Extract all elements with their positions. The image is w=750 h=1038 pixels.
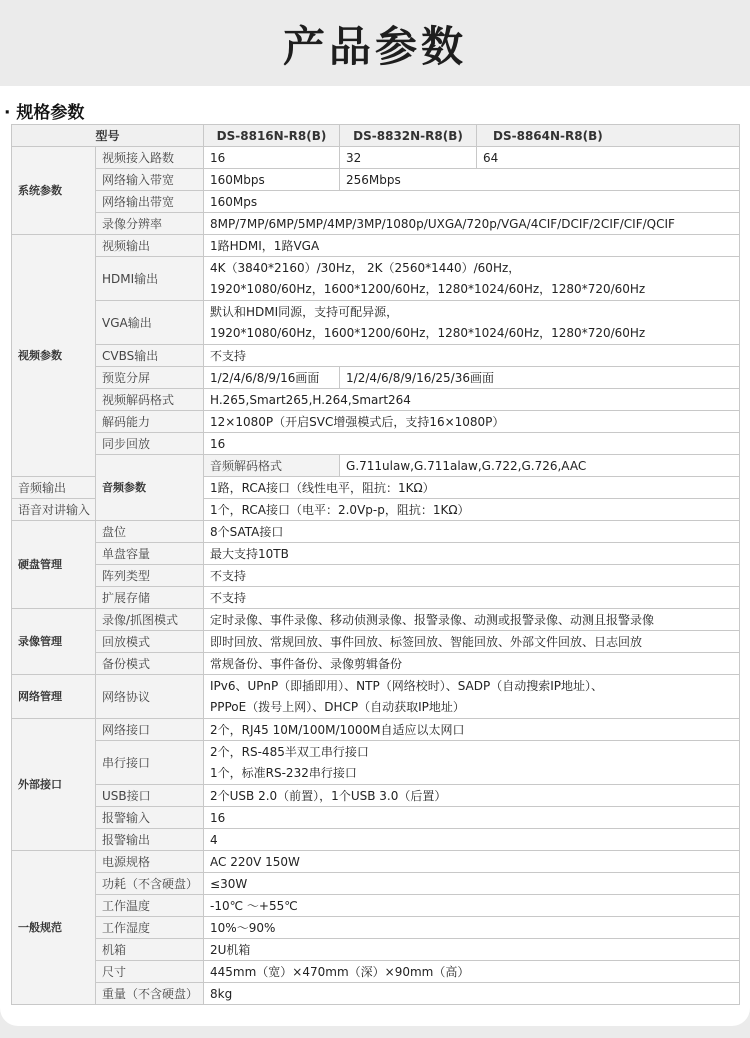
table-row [12, 301, 740, 345]
group-label: 视频参数 [12, 235, 96, 477]
table-row [12, 961, 740, 983]
value-line: PPPoE（拨号上网）、DHCP（自动获取IP地址） [210, 700, 465, 714]
param-value: 1/2/4/6/8/9/16画面 [204, 367, 340, 389]
param-label: 功耗（不含硬盘） [96, 873, 204, 895]
table-row [12, 543, 740, 565]
param-label: 工作湿度 [96, 917, 204, 939]
param-value: 32 [340, 147, 477, 169]
table-row [12, 675, 740, 719]
param-value: 16 [204, 147, 340, 169]
model-label: 型号 [12, 125, 204, 147]
table-row [12, 389, 740, 411]
param-value [204, 741, 740, 785]
param-value: 160Mbps [204, 169, 340, 191]
spec-table [11, 124, 740, 1005]
param-value: 4 [204, 829, 740, 851]
section-title: · 规格参数 [4, 103, 85, 123]
param-label: 网络协议 [96, 675, 204, 719]
table-row [12, 587, 740, 609]
model-header: DS-8864N-R8(B) [477, 125, 740, 147]
table-row [12, 257, 740, 301]
table-row [12, 609, 740, 631]
param-value: 160Mps [204, 191, 740, 213]
value-line: 默认和HDMI同源，支持可配异源， [210, 305, 399, 319]
param-label: 网络输出带宽 [96, 191, 204, 213]
value-line: 4K（3840*2160）/30Hz， 2K（2560*1440）/60Hz， [210, 261, 521, 275]
param-label: 音频输出 [12, 477, 96, 499]
group-label: 网络管理 [12, 675, 96, 719]
param-value: -10℃ ～+55℃ [204, 895, 740, 917]
table-row [12, 631, 740, 653]
param-value: 8个SATA接口 [204, 521, 740, 543]
param-label: CVBS输出 [96, 345, 204, 367]
table-row [12, 213, 740, 235]
param-label: 录像分辨率 [96, 213, 204, 235]
param-value: 16 [204, 433, 740, 455]
group-label: 录像管理 [12, 609, 96, 675]
value-line: 1920*1080/60Hz，1600*1200/60Hz，1280*1024/60Hz，1280*720/60Hz [210, 326, 646, 340]
table-row [12, 983, 740, 1005]
param-label: 阵列类型 [96, 565, 204, 587]
param-value: 445mm（宽）×470mm（深）×90mm（高） [204, 961, 740, 983]
param-value: 1/2/4/6/8/9/16/25/36画面 [340, 367, 740, 389]
param-label: USB接口 [96, 785, 204, 807]
param-label: 录像/抓图模式 [96, 609, 204, 631]
param-label: 语音对讲输入 [12, 499, 96, 521]
page-title: 产品参数 [282, 22, 467, 71]
table-row [12, 411, 740, 433]
param-value: 最大支持10TB [204, 543, 740, 565]
param-label: 扩展存储 [96, 587, 204, 609]
param-label: 视频接入路数 [96, 147, 204, 169]
table-row [12, 367, 740, 389]
table-row [12, 521, 740, 543]
param-label: 音频解码格式 [204, 455, 340, 477]
param-value: ≤30W [204, 873, 740, 895]
param-value: 256Mbps [340, 169, 740, 191]
table-row [12, 191, 740, 213]
table-row [12, 147, 740, 169]
group-label: 一般规范 [12, 851, 96, 1005]
param-value: 即时回放、常规回放、事件回放、标签回放、智能回放、外部文件回放、日志回放 [204, 631, 740, 653]
group-label: 音频参数 [96, 455, 204, 521]
param-value [204, 257, 740, 301]
param-value: H.265,Smart265,H.264,Smart264 [204, 389, 740, 411]
table-row [12, 939, 740, 961]
param-label: 报警输入 [96, 807, 204, 829]
value-line: 1920*1080/60Hz，1600*1200/60Hz，1280*1024/60Hz，1280*720/60Hz [210, 282, 646, 296]
param-label: 预览分屏 [96, 367, 204, 389]
param-value: 2个，RJ45 10M/100M/1000M自适应以太网口 [204, 719, 740, 741]
table-row [12, 345, 740, 367]
param-value: 1路，RCA接口（线性电平，阻抗：1KΩ） [204, 477, 740, 499]
param-label: VGA输出 [96, 301, 204, 345]
table-row [12, 895, 740, 917]
param-value: 定时录像、事件录像、移动侦测录像、报警录像、动测或报警录像、动测且报警录像 [204, 609, 740, 631]
param-label: 同步回放 [96, 433, 204, 455]
param-value: 不支持 [204, 345, 740, 367]
param-label: 报警输出 [96, 829, 204, 851]
spec-card [0, 86, 750, 1026]
model-header: DS-8832N-R8(B) [340, 125, 477, 147]
table-row [12, 455, 740, 477]
param-label: 单盘容量 [96, 543, 204, 565]
group-label: 硬盘管理 [12, 521, 96, 609]
param-value: 2个USB 2.0（前置），1个USB 3.0（后置） [204, 785, 740, 807]
table-row [12, 169, 740, 191]
model-header: DS-8816N-R8(B) [204, 125, 340, 147]
param-value: 不支持 [204, 565, 740, 587]
table-row [12, 785, 740, 807]
table-row [12, 565, 740, 587]
param-label: 视频输出 [96, 235, 204, 257]
param-value: 64 [477, 147, 740, 169]
table-row [12, 433, 740, 455]
param-value: 12×1080P（开启SVC增强模式后，支持16×1080P） [204, 411, 740, 433]
param-label: 回放模式 [96, 631, 204, 653]
param-label: 解码能力 [96, 411, 204, 433]
param-value: 8kg [204, 983, 740, 1005]
param-value: 8MP/7MP/6MP/5MP/4MP/3MP/1080p/UXGA/720p/VGA/4CIF/DCIF/2CIF/CIF/QCIF [204, 213, 740, 235]
table-row [12, 873, 740, 895]
value-line: 1个，标准RS-232串行接口 [210, 766, 357, 780]
table-header-row [12, 125, 740, 147]
table-row [12, 829, 740, 851]
table-row [12, 719, 740, 741]
table-row [12, 653, 740, 675]
param-label: 网络输入带宽 [96, 169, 204, 191]
param-value: 16 [204, 807, 740, 829]
param-value: 10%～90% [204, 917, 740, 939]
param-label: 串行接口 [96, 741, 204, 785]
param-label: 机箱 [96, 939, 204, 961]
param-value [204, 675, 740, 719]
table-row [12, 807, 740, 829]
param-value: 常规备份、事件备份、录像剪辑备份 [204, 653, 740, 675]
param-label: 视频解码格式 [96, 389, 204, 411]
table-row [12, 851, 740, 873]
table-row [12, 917, 740, 939]
value-line: IPv6、UPnP（即插即用）、NTP（网络校时）、SADP（自动搜索IP地址）、 [210, 679, 604, 693]
value-line: 2个，RS-485半双工串行接口 [210, 745, 369, 759]
group-label: 外部接口 [12, 719, 96, 851]
param-label: HDMI输出 [96, 257, 204, 301]
table-row [12, 235, 740, 257]
param-value: 1个，RCA接口（电平：2.0Vp-p，阻抗：1KΩ） [204, 499, 740, 521]
param-label: 网络接口 [96, 719, 204, 741]
param-label: 备份模式 [96, 653, 204, 675]
table-row [12, 741, 740, 785]
param-label: 电源规格 [96, 851, 204, 873]
param-label: 重量（不含硬盘） [96, 983, 204, 1005]
param-value: 不支持 [204, 587, 740, 609]
param-value: G.711ulaw,G.711alaw,G.722,G.726,AAC [340, 455, 740, 477]
param-value: 1路HDMI，1路VGA [204, 235, 740, 257]
param-value: 2U机箱 [204, 939, 740, 961]
group-label: 系统参数 [12, 147, 96, 235]
param-value [204, 301, 740, 345]
param-label: 工作温度 [96, 895, 204, 917]
param-label: 盘位 [96, 521, 204, 543]
param-label: 尺寸 [96, 961, 204, 983]
param-value: AC 220V 150W [204, 851, 740, 873]
